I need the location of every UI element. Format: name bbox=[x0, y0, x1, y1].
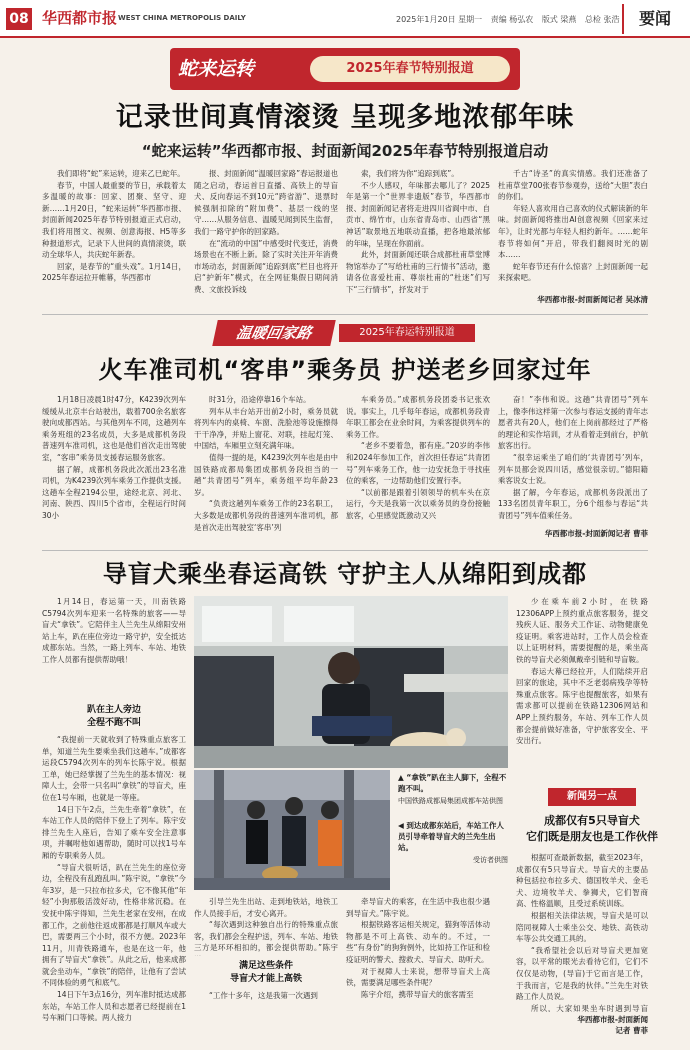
banner2-label: 2025年春运特别报道 bbox=[339, 324, 475, 342]
photo-station-escort bbox=[194, 770, 390, 890]
story1-column-4 bbox=[498, 168, 648, 292]
story1-subheadline: “蛇来运转”华西都市报、封面新闻2025年春节特别报道启动 bbox=[141, 142, 549, 160]
paragraph: 千古“诗圣”的真实情感。我们还准备了杜甫草堂700张春节参观券，送给“大胆”表白的你们。 bbox=[498, 169, 648, 202]
paragraph: 车乘务员。”成都机务段团委书记张欢说。事实上，几乎每年春运，成都机务段青年职工都会在业余时间，为乘客提供列车的乘务工作。 bbox=[346, 395, 490, 439]
paragraph: “工作十多年，这是我第一次遇到 bbox=[209, 991, 318, 1000]
sidebar-byline: 华西都市报-封面新闻 记者 曹菲 bbox=[577, 1015, 648, 1035]
story1-column-2 bbox=[194, 168, 338, 308]
story2-byline: 华西都市报-封面新闻记者 曹菲 bbox=[544, 529, 648, 538]
banner2-slogan: 温暖回家路 bbox=[212, 320, 336, 346]
paragraph: “很幸运乘坐了咱们的‘共青团号’列车，列车员都会说四川话，感觉很亲切。”德阳籍乘客说女士说。 bbox=[498, 452, 648, 486]
paragraph: 陈宇介绍，携带导盲犬的旅客需至 bbox=[361, 989, 474, 999]
paragraph: 索，我们将为你“追踪到底”。 bbox=[361, 169, 459, 178]
story2-headline: 火车准司机“客串”乘务员 护送老乡回家过年 bbox=[98, 356, 592, 384]
banner-label: 2025年春节特别报道 bbox=[310, 56, 510, 82]
paragraph: “老乡不要着急，都有座。”20岁的李伟和2024年参加工作，首次担任春运“共青团号”列车乘务工作，他一边安抚急于寻找座位的乘客，一边帮助他们安置行李。 bbox=[346, 441, 490, 486]
paragraph: 所以，大家如果坐车时遇到导盲 bbox=[531, 1003, 648, 1012]
caption-arrow-up-icon: ▲ bbox=[398, 773, 407, 782]
paragraph: 蛇年春节还有什么惊喜？上封面新闻一起来探索吧。 bbox=[498, 261, 648, 283]
paragraph: 此外，封面新闻还联合成都杜甫草堂博物馆举办了“写给杜甫的三行情书”活动，邀请各位喜爱杜甫、尊崇杜甫的“杜迷”们写下“三行情书”，抒发对于 bbox=[346, 250, 490, 294]
paragraph: 对于视障人士来说，想带导盲犬上高铁，需要满足哪些条件呢？ bbox=[346, 966, 490, 988]
photo1-credit: 中国铁路成都局集团成都车站供图 bbox=[398, 797, 503, 805]
photo1-caption-text: “拿铁”趴在主人脚下，全程不跑不叫。 bbox=[398, 773, 507, 793]
paragraph: 时31分，沿途停靠16个车站。 bbox=[209, 395, 311, 404]
newspaper-logo-en: WEST CHINA METROPOLIS DAILY bbox=[118, 14, 246, 22]
photo2-caption bbox=[398, 820, 508, 866]
photo-train-interior bbox=[194, 596, 508, 768]
page-header bbox=[0, 0, 690, 38]
story3-column-4 bbox=[516, 596, 648, 776]
paragraph: 根据相关法律法规，导盲犬是可以陪同视障人士乘坐公交、地铁、高铁动车等公共交通工具的。 bbox=[516, 910, 648, 944]
editor: 责编 杨弘农 bbox=[490, 15, 534, 24]
paragraph: 列车从丰台站开出前2小时，乘务员就将列车内的桌椅、车窗、洗脸池等设施擦得干干净净，并贴上窗花、对联，挂起灯笼、中国结，车厢里立刻充满年味。 bbox=[194, 406, 338, 451]
paragraph: “导盲犬很听话，趴在兰先生的座位旁边，全程没有乱跑乱叫。”陈宇说，“拿铁”今年3岁，是一只拉布拉多犬，它不像其他“年轻”小狗那般活泼好动，性格非常沉稳。在安抚中陈宇得知，兰先生老家在安州，在成都工作，之前他往返成都都是打顺风车或大巴，需要两三个小时，很不方便。2023年11月，川青铁路通车，也是在这一年，他拥有了导盲犬“拿铁”。从此之后，他来成都就会坐动车，“拿铁”的陪伴，让他有了尝试不同体验的勇气和底气。 bbox=[42, 862, 186, 988]
story2-column-4 bbox=[498, 394, 648, 522]
paragraph: 引导兰先生出站、走到地铁站，地铁工作人员接手后，才安心离开。 bbox=[194, 897, 338, 918]
paragraph: 奋！”李伟和说。这趟“共青团号”列车上，像李伟这样第一次参与春运支援的青年志愿者共有20人，他们在上岗前都经过了严格的理论和实作培训，才从看着走到前台，护航旅客出行。 bbox=[498, 395, 648, 451]
story1-column-1 bbox=[42, 168, 186, 308]
spring-travel-banner bbox=[215, 320, 475, 346]
story3-intro bbox=[42, 596, 186, 700]
paragraph: 在“流动的中国”中感受时代变迁，消费场景也在不断上新。除了实时关注开年消费市场动态，封面新闻“追踪到底”栏目也将开启“护新年”模式，在全网征集假日期间消费、文旅投诉线 bbox=[194, 238, 338, 294]
paragraph: 春运大幕已经拉开，人们陆续开启回家的旅途，其中不乏老弱病残孕等特殊重点旅客。陈宇也提醒旅客，如果有需求都可以提前在铁路12306网站和APP上预约服务，车站、列车工作人员都会提前做好准备，守护旅客安全、平安出行。 bbox=[516, 666, 648, 746]
story3-column-1 bbox=[42, 734, 186, 1040]
paragraph: 根据可查最新数据，截至2023年，成都仅有5只导盲犬。导盲犬的主要品种包括拉布拉多犬、德国牧羊犬、金毛犬、边境牧羊犬、拳狮犬，它们智商高、性格温顺，且受过系统训练。 bbox=[516, 853, 648, 909]
paragraph: 据了解，成都机务段此次派出23名准司机，为K4239次列车乘务工作提供支援。这趟车全程2194公里，途经北京、河北、河南、陕西、四川5个省市，全程运行时间30小 bbox=[42, 464, 186, 520]
paragraph: 牵导盲犬的乘客，在生活中我也很少遇到导盲犬。”陈宇说。 bbox=[346, 897, 490, 918]
paragraph: 值得一提的是，K4239次列车也是由中国铁路成都局集团成都机务段担当的一趟“共青团号”列车，乘务组平均年龄23岁。 bbox=[194, 452, 338, 497]
caption-arrow-left-icon: ◀ bbox=[398, 821, 407, 830]
story3-column-3 bbox=[346, 896, 490, 1040]
issue-date: 2025年1月20日 星期一 bbox=[396, 15, 483, 24]
paragraph: 报、封面新闻“温暖回家路”春运报道也随之启动，春运首日直播、高铁上的导盲犬、反向春运不到10元“跨省游”、退票时候强制扣除的“附加费”、基层一线的坚守……从服务信息、温暖见闻到民生监督，我们一路守护你的回家路。 bbox=[194, 169, 338, 236]
paragraph: “以前都是跟着引领领导的机车头在京运行，今天是我第一次以乘务员的身份接触旅客，心里感觉既激动又兴 bbox=[346, 487, 490, 520]
story3-subhead-2: 满足这些条件 导盲犬才能上高铁 bbox=[229, 961, 302, 984]
paragraph: 回家，是春节的“重头戏”。1月14日，2025年春运拉开帷幕，华西都市 bbox=[42, 261, 186, 283]
story2-column-3 bbox=[346, 394, 490, 546]
paragraph: “每次遇到这种独自出行的特殊重点旅客，我们都会全程护送，列车、车站、地铁三方是环环相扣的，都会提供帮助。”陈宇 bbox=[194, 920, 338, 953]
paragraph: “我希望社会以后对导盲犬更加宽容，以平常的眼光去看待它们，它们不仅仅是动物，(导盲)于它而言是工作，于我而言，它是我的伙伴。”兰先生对铁路工作人员说。 bbox=[516, 945, 648, 1002]
paragraph: 春节，中国人最重要的节日，承载着太多温暖的故事：回家、团聚、坚守、迎新……1月20日，“蛇来运转”华西都市报、封面新闻2025年春节特别报道正式启动，我们将用图文、视频、创意海报、H5等多种报道形式，记录下人世间的真情滚烫，联动全球华人，共庆蛇年新春。 bbox=[42, 180, 186, 260]
paragraph: 1月14日，春运第一天，川南铁路C5794次列车迎来一名特殊的旅客——导盲犬“拿铁”。它陪伴主人兰先生从绵阳安州站上车，趴在座位旁边一路守护，安全抵达成都东站。当然，一路上列车、车站、地铁工作人员都有提供帮助哦！ bbox=[42, 597, 186, 664]
paragraph: 1月18日凌晨1时47分，K4239次列车缓缓从北京丰台站驶出，载着700余名旅客驶向成都西站。与其他列车不同，这趟列车乘务班组的23名成员，大多是成都机务段普速列车准司机，这也是他们首次走出驾驶室，“客串”乘务员支援春运服务旅客。 bbox=[42, 395, 186, 462]
designer: 版式 梁燕 bbox=[541, 15, 577, 24]
sidebar-tag: 新闻另一点 bbox=[548, 788, 636, 806]
story1-column-3 bbox=[346, 168, 490, 308]
story3-subhead-1: 趴在主人旁边 全程不跑不叫 bbox=[86, 705, 141, 728]
story1-byline: 华西都市报-封面新闻记者 吴冰清 bbox=[537, 295, 648, 304]
paragraph: “负责这趟列车乘务工作的23名职工，大多数是成都机务段的普速列车准司机，都是首次走出驾驶室‘客串’列 bbox=[194, 499, 338, 532]
paragraph: 我们即将“蛇”来运转，迎来乙巳蛇年。 bbox=[57, 169, 185, 178]
paragraph: 年轻人喜欢用自己喜欢的仪式解读新的年味。封面新闻将推出AI创意视频《回家来过年》，让时光都与年轻人相约新年。……蛇年春节将如何“开启，带我们翻阅时光的剧本…… bbox=[498, 203, 648, 260]
paragraph: 14日下午2点，兰先生牵着“拿铁”，在车站工作人员的陪伴下登上了列车。陈宇安排兰先生入座后，告知了乘车安全注意事项，并嘱咐他如遇帮助，随时可以找1号车厢的专职乘务人员。 bbox=[42, 804, 186, 860]
banner-slogan: 蛇来运转 bbox=[178, 58, 255, 80]
newspaper-logo: 华西都市报 bbox=[42, 9, 118, 27]
story3-headline: 导盲犬乘坐春运高铁 守护主人从绵阳到成都 bbox=[102, 560, 588, 588]
sidebar-title: 成都仅有5只导盲犬 它们既是朋友也是工作伙伴 bbox=[526, 814, 658, 843]
paragraph: 根据铁路客运相关规定，猫狗等活体动物都是不可上高铁、动车的。不过，一些“有身份”的狗狗例外，比如持工作证和检疫证明的警犬、搜救犬、导盲犬、助听犬。 bbox=[346, 920, 490, 964]
story2-column-1 bbox=[42, 394, 186, 546]
story1-headline: 记录世间真情滚烫 呈现多地浓郁年味 bbox=[115, 102, 575, 133]
paragraph: 不少人感叹，年味都去哪儿了？2025年是第一个“世界非遗版”春节，华西都市报、封面新闻记者将走进四川省阆中市、自贡市、绵竹市，山东省青岛市、山西省“黑神话”取景地五地联动直播，把各地最浓郁的年味，呈现在你面前。 bbox=[346, 180, 490, 248]
paragraph: “我提前一天就收到了特殊重点旅客工单，知道兰先生要乘坐我们这趟车。”成都客运段C5794次列车的列车长陈宇说。根据工单，她已经掌握了兰先生的基本情况：视障人士，会带一只名叫“拿铁”的导盲犬，座位在1号车厢，也就是一等座。 bbox=[42, 735, 186, 802]
header-meta bbox=[396, 14, 625, 25]
page-number: 08 bbox=[6, 8, 32, 30]
proofreader: 总检 张浩 bbox=[584, 15, 620, 24]
section-divider-2 bbox=[42, 550, 648, 551]
photo1-caption bbox=[398, 772, 508, 807]
story2-column-2 bbox=[194, 394, 338, 546]
story3-column-2b bbox=[194, 990, 338, 1040]
story3-column-2 bbox=[194, 896, 338, 956]
paragraph: 据了解，今年春运，成都机务段派出了133名团员青年职工，分6个组参与春运“共青团号”列车值乘任务。 bbox=[498, 487, 648, 520]
paragraph: 少在乘车前2小时，在铁路12306APP上预约重点旅客服务，提交残疾人证、服务犬工作证、动物健康免疫证明。乘客进站时，工作人员会检查以上证明材料，需要提醒的是，乘坐高铁的导盲犬必须佩戴牵引链和导盲鞍。 bbox=[516, 597, 648, 664]
paragraph: 14日下午3点16分，列车准时抵达成都东站，车站工作人员和志愿者已经提前在1号车厢门口等候。两人接力 bbox=[42, 990, 186, 1023]
photo2-caption-text: 到达成都东站后，车站工作人员引导牵着导盲犬的兰先生出站。 bbox=[398, 821, 504, 852]
section-divider bbox=[42, 314, 648, 315]
section-label: 要闻 bbox=[622, 4, 686, 34]
special-report-banner bbox=[170, 48, 520, 90]
sidebar-body bbox=[516, 852, 648, 1012]
photo2-credit: 受访者供图 bbox=[473, 856, 508, 864]
